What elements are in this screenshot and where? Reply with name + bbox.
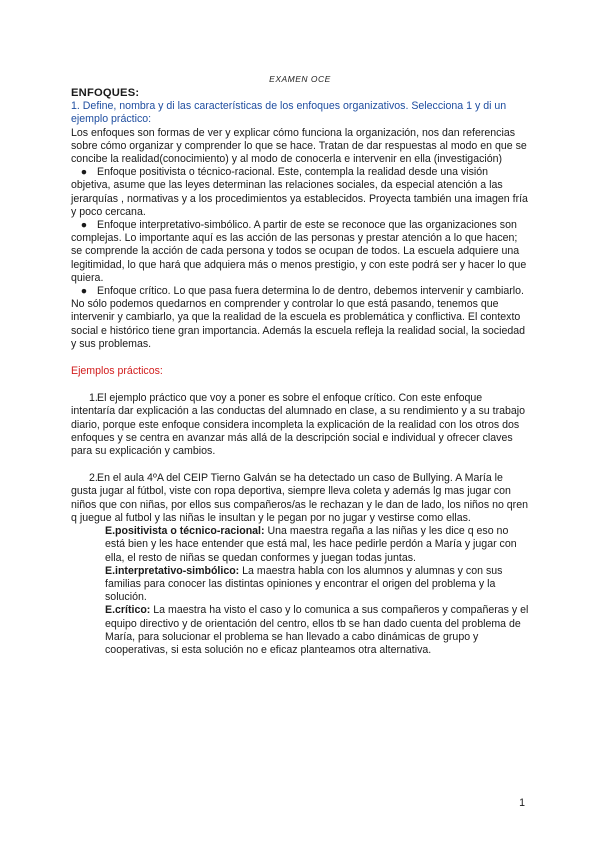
bullet-text: Enfoque positivista o técnico-racional. Este, contempla la realidad desde una visión objetiva, asume que las leyes determinan las relaciones sociales, da especial atención a las jerarquías , normativas y a los procedimientos ya establecidos. Proyecta también una imagen fría y poco cercana. [71,166,528,218]
case-label: E.interpretativo-simbólico: [105,564,240,577]
case-text: La maestra ha visto el caso y lo comunica a sus compañeros y compañeras y el equipo directivo y de orientación del centro, ellos tb se han dado cuenta del problema de María, para solucionar el problema se han llevado a cabo dinámicas de grupo y cooperativas, si esta solución no e eficaz planteamos otra alternativa. [105,604,529,656]
case-text: La maestra habla con los alumnos y alumnas y con sus familias para conocer las distintas opiniones y encontrar el origen del problema y la solución. [105,564,503,604]
item-text: El ejemplo práctico que voy a poner es sobre el enfoque crítico. Con este enfoque intentaría dar explicación a las conductas del alumnado en clase, a su rendimiento y a su trabajo diario, porque este enfoque considera incompleta la explicación de la realidad con los otros dos enfoques y se centra en avanzar más allá de la descripción social e individual y ofrecer claves para su explicación y cambios. [71,392,526,458]
document-title: EXAMEN OCE [269,74,331,84]
bullet-text: Enfoque crítico. Lo que pasa fuera determina lo de dentro, debemos intervenir y cambiarlo. No sólo podemos quedarnos en comprender y controlar lo que está pasando, tenemos que intervenir y cambiarlo, ya que la realidad de la escuela es problemática y conflictiva. El contexto social e histórico tiene gran importancia. Además la escuela refleja la realidad social, la sociedad y sus problemas. [71,285,526,350]
case-positivista [71,525,529,565]
page-number: 1 [519,797,525,809]
bullet-icon: ● [80,219,88,232]
bullet-item [71,219,529,285]
case-text: Una maestra regaña a las niñas y les dice q eso no está bien y les hace entender que está mal, les hace pedirle perdón a María y jugar con ella, el resto de niñas se quedan conformes y juegan todas juntas. [105,525,517,564]
case-critico [71,604,529,657]
section-heading: ENFOQUES: [71,87,140,99]
question-text: 1. Define, nombra y di las características de los enfoques organizativos. Selecciona 1 y di un ejemplo práctico: [71,100,507,126]
intro-paragraph: Los enfoques son formas de ver y explicar cómo funciona la organización, nos dan referencias sobre cómo organizar y comprender lo que se hace. Tratan de dar respuestas al modo en que se concibe la realidad(conocimiento) y al modo de conocerla e intervenir en ella (investigación) [71,126,527,166]
numbered-item [71,392,529,458]
bullet-icon: ● [80,166,88,179]
item-text: En el aula 4ºA del CEIP Tierno Galván se ha detectado un caso de Bullying. A María le gusta jugar al fútbol, viste con ropa deportiva, siempre lleva coleta y además lg mas jugar con niños que con niñas, por ellos sus compañeros/as le rechazan y le dan de lado, los niños no qren q juegue al futbol y las niñas le insultan y le pegan por no jugar y vestirse como ellas. [71,472,528,524]
examples-heading: Ejemplos prácticos: [71,365,163,378]
case-label: E.crítico: [105,604,151,617]
bullet-icon: ● [80,285,88,298]
bullet-item [71,285,529,351]
case-interpretativo [71,565,529,605]
numbered-item [71,472,529,525]
bullet-item [71,166,529,219]
item-number: 2. [89,472,98,485]
document-body [71,87,529,657]
case-label: E.positivista o técnico-racional: [105,525,265,538]
item-number: 1. [89,392,98,405]
bullet-text: Enfoque interpretativo-simbólico. A partir de este se reconoce que las organizaciones son complejas. Lo importante aquí es las acción de las personas y prestar atención a lo que hacen; se comprende la acción de cada persona y todos se ocupan de todos. La escuela adquiere una legitimidad, lo que hará que adquiera más o menos prestigio, y con este podrá ser y hacer lo que quiera. [71,219,527,284]
